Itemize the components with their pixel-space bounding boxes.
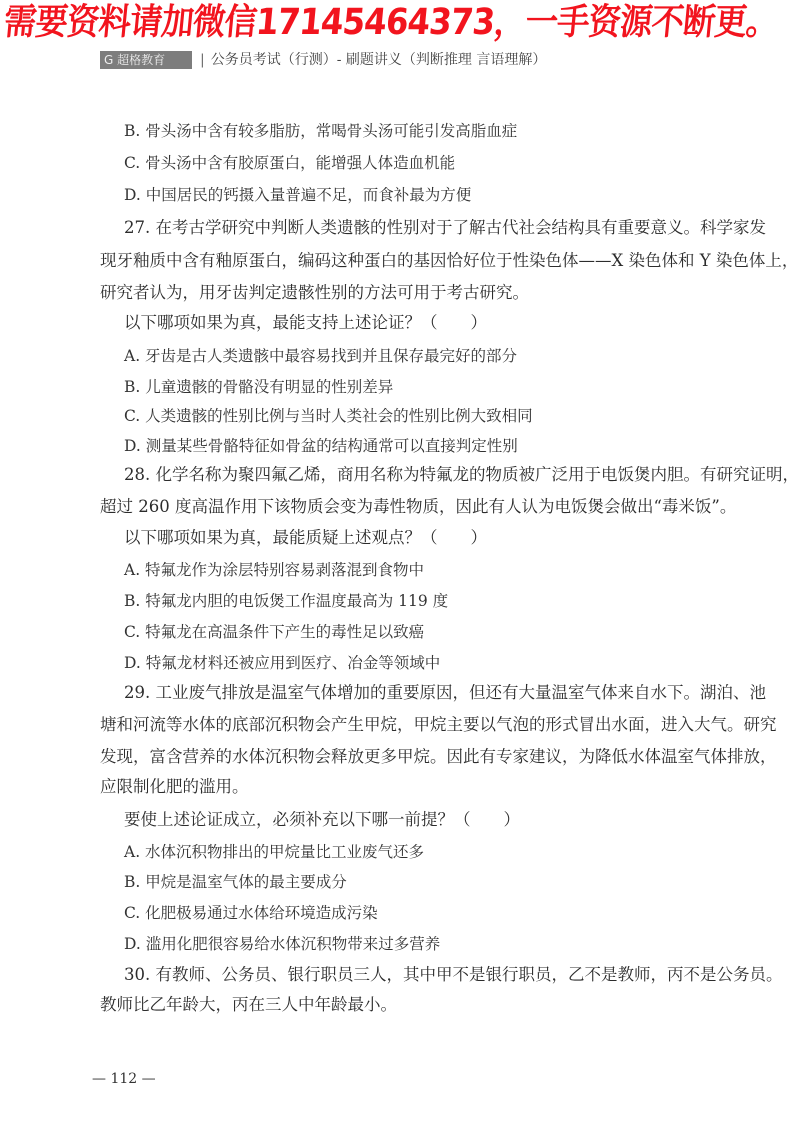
q29-stem-line: 塘和河流等水体的底部沉积物会产生甲烷，甲烷主要以气泡的形式冒出水面，进入大气。研究 bbox=[100, 715, 777, 734]
q27-option-d: D. 测量某些骨骼特征如骨盆的结构通常可以直接判定性别 bbox=[124, 437, 518, 455]
q28-option-c: C. 特氟龙在高温条件下产生的毒性足以致癌 bbox=[124, 623, 425, 641]
q29-option-a: A. 水体沉积物排出的甲烷量比工业废气还多 bbox=[124, 843, 425, 861]
publisher-logo: G 超格教育 bbox=[100, 51, 192, 69]
q29-option-c: C. 化肥极易通过水体给环境造成污染 bbox=[124, 904, 378, 922]
q26-option-b: B. 骨头汤中含有较多脂肪，常喝骨头汤可能引发高脂血症 bbox=[124, 122, 518, 140]
q26-option-d: D. 中国居民的钙摄入量普遍不足，而食补最为方便 bbox=[124, 186, 472, 204]
running-header bbox=[200, 51, 546, 69]
q30-stem-line: 30. 有教师、公务员、银行职员三人，其中甲不是银行职员，乙不是教师，丙不是公务员。 bbox=[124, 965, 783, 984]
q26-option-c: C. 骨头汤中含有胶原蛋白，能增强人体造血机能 bbox=[124, 154, 456, 172]
q29-stem-line: 应限制化肥的滥用。 bbox=[100, 777, 249, 796]
q27-option-a: A. 牙齿是古人类遗骸中最容易找到并且保存最完好的部分 bbox=[124, 347, 518, 365]
q29-question: 要使上述论证成立，必须补充以下哪一前提？（ ） bbox=[124, 810, 520, 829]
header-title: 公务员考试（行测）- 刷题讲义（判断推理 言语理解） bbox=[210, 52, 547, 68]
q28-option-a: A. 特氟龙作为涂层特别容易剥落混到食物中 bbox=[124, 561, 425, 579]
q27-stem-line: 研究者认为，用牙齿判定遗骸性别的方法可用于考古研究。 bbox=[100, 283, 529, 302]
q29-option-d: D. 滥用化肥很容易给水体沉积物带来过多营养 bbox=[124, 935, 441, 953]
q27-stem-line: 现牙釉质中含有釉原蛋白，编码这种蛋白的基因恰好位于性染色体——X 染色体和 Y 染色体上， bbox=[100, 251, 799, 270]
q27-option-c: C. 人类遗骸的性别比例与当时人类社会的性别比例大致相同 bbox=[124, 407, 533, 425]
q29-option-b: B. 甲烷是温室气体的最主要成分 bbox=[124, 873, 347, 891]
q27-question: 以下哪项如果为真，最能支持上述论证？（ ） bbox=[124, 313, 487, 332]
header-divider: | bbox=[200, 52, 205, 68]
q28-option-b: B. 特氟龙内胆的电饭煲工作温度最高为 119 度 bbox=[124, 592, 449, 610]
q29-stem-line: 发现，富含营养的水体沉积物会释放更多甲烷。因此有专家建议，为降低水体温室气体排放， bbox=[100, 747, 777, 766]
q27-option-b: B. 儿童遗骸的骨骼没有明显的性别差异 bbox=[124, 378, 394, 396]
q29-stem-line: 29. 工业废气排放是温室气体增加的重要原因，但还有大量温室气体来自水下。湖泊、池 bbox=[124, 683, 766, 702]
q27-stem-line: 27. 在考古学研究中判断人类遗骸的性别对于了解古代社会结构具有重要意义。科学家发 bbox=[124, 218, 766, 237]
page-number: — 112 — bbox=[92, 1071, 156, 1087]
watermark-text: 需要资料请加微信17145464373，一手资源不断更。 bbox=[2, 2, 780, 43]
q30-stem-line: 教师比乙年龄大，丙在三人中年龄最小。 bbox=[100, 995, 397, 1014]
q28-stem-line: 28. 化学名称为聚四氟乙烯，商用名称为特氟龙的物质被广泛用于电饭煲内胆。有研究证明， bbox=[124, 465, 799, 484]
q28-question: 以下哪项如果为真，最能质疑上述观点？（ ） bbox=[124, 528, 487, 547]
q28-option-d: D. 特氟龙材料还被应用到医疗、冶金等领域中 bbox=[124, 654, 441, 672]
q28-stem-line: 超过 260 度高温作用下该物质会变为毒性物质，因此有人认为电饭煲会做出“毒米饭”。 bbox=[100, 497, 737, 516]
